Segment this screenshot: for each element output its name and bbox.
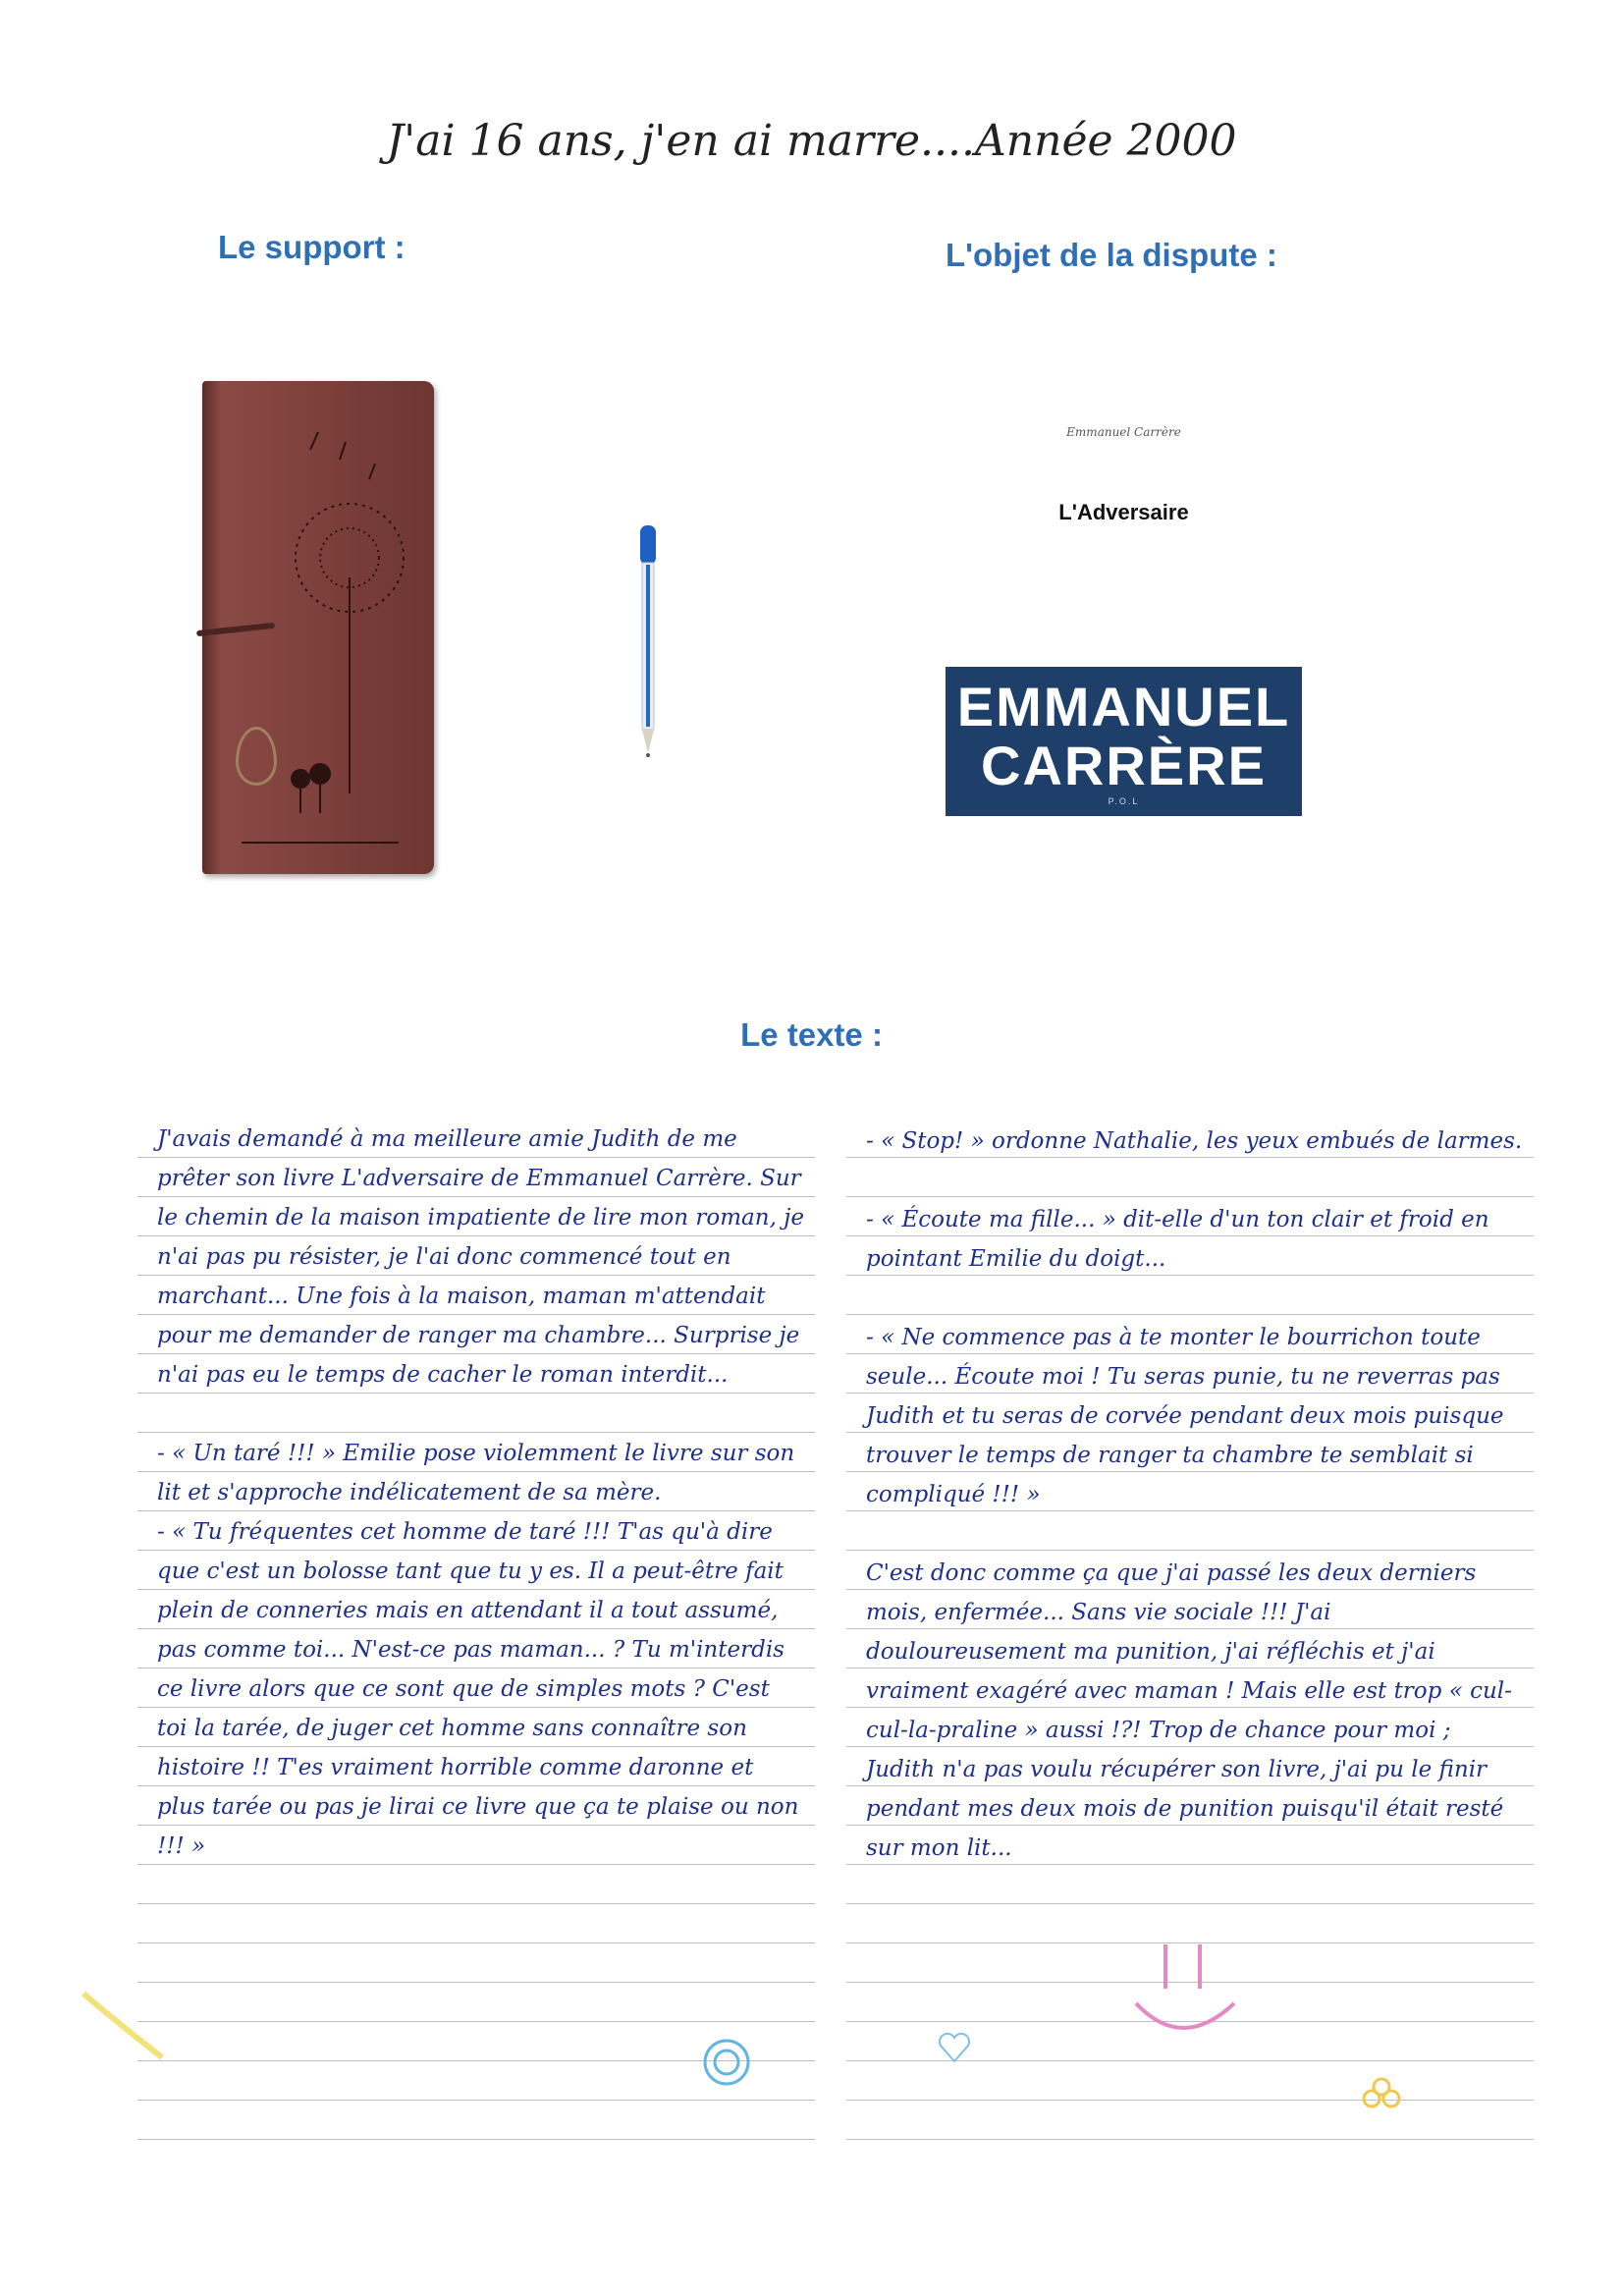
ruled-line (137, 2139, 815, 2140)
book-author: Emmanuel Carrère (1066, 425, 1181, 439)
handwritten-page-right (846, 1100, 1534, 2141)
paragraph: - « Stop! » ordonne Nathalie, les yeux embués de larmes. (866, 1128, 1523, 1154)
heading-dispute: L'objet de la dispute : (946, 237, 1277, 273)
book-band-line2: CARRÈRE (981, 735, 1267, 796)
ruled-line (137, 1942, 815, 1943)
yellow-scribble-icon (79, 1984, 167, 2062)
yellow-flower-icon (1357, 2072, 1406, 2121)
paragraph: C'est donc comme ça que j'ai passé les deux derniers mois, enfermée... Sans vie sociale !!! J'ai douloureusement ma punition, j'ai réfléchis et j'ai vraiment exagéré avec maman ! Mais elle est trop « cul-cul-la-praline » aussi !?! Trop de chance pour moi ; Judith n'a pas voulu récupérer son livre, j'ai pu le finir pendant mes deux mois de punition puisqu'il était resté sur mon lit... (866, 1560, 1512, 1861)
blue-heart-icon (935, 2028, 974, 2067)
book-band (946, 667, 1302, 816)
ruled-line (137, 1903, 815, 1904)
paragraph: - « Tu fréquentes cet homme de taré !!! T'as qu'à dire que c'est un bolosse tant que tu y es. Il a peut-être fait plein de conneries mais en attendant il a tout assumé, pas comme toi... N'est-ce pas maman... ? Tu m'interdis ce livre alors que ce sont que de simples mots ? C'est toi la tarée, de juger cet homme sans connaître son histoire !! T'es vraiment horrible comme daronne et plus tarée ou pas je lirai ce livre que ça te plaise ou non !!! » (157, 1519, 806, 1859)
ruled-line (137, 1982, 815, 1983)
book-band-line1: EMMANUEL (956, 676, 1291, 738)
ruled-line (137, 2100, 815, 2101)
handwritten-page-left (137, 1100, 815, 2141)
paragraph: - « Un taré !!! » Emilie pose violemment le livre sur son lit et s'approche indélicatement de sa mère. (157, 1441, 802, 1505)
book-cover (946, 386, 1302, 816)
pink-smiley-icon (1121, 1935, 1249, 2052)
handwritten-text-left (157, 1120, 812, 1866)
ruled-line (846, 1903, 1534, 1904)
book-title: L'Adversaire (1058, 500, 1189, 524)
paragraph: - « Écoute ma fille... » dit-elle d'un ton clair et froid en pointant Emilie du doigt... (866, 1207, 1496, 1272)
handwritten-text-right (866, 1121, 1524, 1868)
page-title: J'ai 16 ans, j'en ai marre....Année 2000 (386, 116, 1237, 166)
paragraph: J'avais demandé à ma meilleure amie Judith de me prêter son livre L'adversaire de Emmanuel Carrère. Sur le chemin de la maison impatiente de lire mon roman, je n'ai pas pu résister, je l'ai donc commencé tout en marchant... Une fois à la maison, maman m'attendait pour me demander de ranger ma chambre... Surprise je n'ai pas eu le temps de cacher le roman interdit... (157, 1126, 812, 1388)
notebook-image (202, 381, 434, 874)
ruled-line (846, 2100, 1534, 2101)
heading-support: Le support : (218, 229, 406, 265)
book-publisher: P.O.L (1108, 796, 1140, 806)
blue-swirl-icon (697, 2033, 756, 2092)
ruled-line (846, 2139, 1534, 2140)
heading-texte: Le texte : (740, 1016, 883, 1053)
paragraph: - « Ne commence pas à te monter le bourrichon toute seule... Écoute moi ! Tu seras punie, tu ne reverras pas Judith et tu seras de corvée pendant deux mois puisque trouver le temps de ranger ta chambre te semblait si compliqué !!! » (866, 1325, 1511, 1507)
pen-icon (628, 525, 668, 761)
ruled-line (137, 2021, 815, 2022)
